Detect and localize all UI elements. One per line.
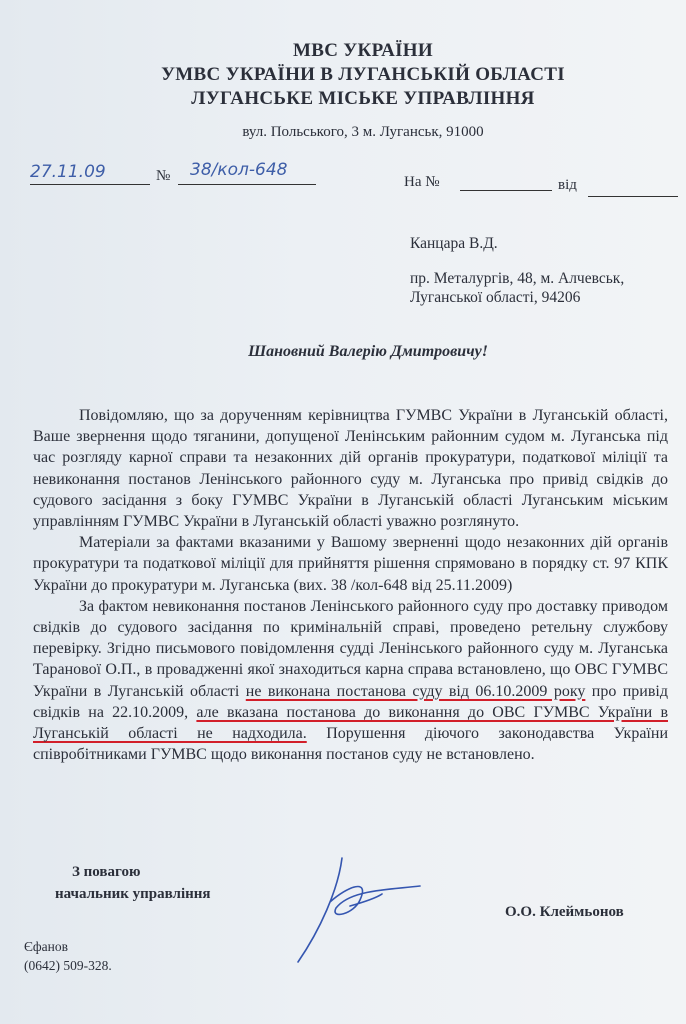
greeting: Шановний Валерію Дмитровичу! [248, 343, 488, 360]
number-label: № [156, 168, 171, 184]
body-paragraph-1: Повідомляю, що за дорученням керівництва ГУМВС України в Луганській області, Ваше звернення щодо тяганини, допущеної Ленінським районним судом м. Луганська під час розгляду карної справи та незаконних дій органів прокуратури, податкової міліції та невиконання постанов Ленінського районного суду м. Луганська про привід свідків до судового засідання з боку ГУМВС України в Луганській області Луганським міським управлінням ГУМВС України в Луганській області уважно розглянуто. [33, 407, 668, 531]
outgoing-number: 38/кол-648 [190, 160, 288, 180]
reply-date-line [588, 196, 678, 197]
date-underline [30, 184, 150, 185]
executor-phone: (0642) 509-328. [24, 958, 112, 973]
city-department-title: ЛУГАНСЬКЕ МІСЬКЕ УПРАВЛІННЯ [191, 88, 535, 109]
signer-position: начальник управління [55, 886, 211, 902]
recipient-address-line2: Луганської області, 94206 [410, 289, 581, 306]
number-underline [178, 184, 316, 185]
paragraph-3-middle: про привід свідків на 22.10.2009, [33, 682, 668, 721]
body-paragraph-3 [33, 596, 668, 766]
ministry-title: МВС УКРАЇНИ [293, 40, 433, 61]
executor-name: Єфанов [24, 939, 69, 954]
paragraph-3-end: Порушення діючого законодавства України співробітниками ГУМВС щодо виконання постанов суду не встановлено. [33, 725, 669, 764]
regional-department-title: УМВС УКРАЇНИ В ЛУГАНСЬКІЙ ОБЛАСТІ [161, 64, 565, 85]
underlined-statement-2: але вказана постанова до виконання до ОВС ГУМВС України в Луганській області не надходила. [33, 703, 668, 743]
reply-number-line [460, 190, 552, 191]
handwritten-signature [290, 850, 440, 970]
recipient-address-line1: пр. Металургів, 48, м. Алчевськ, [410, 270, 625, 287]
reply-from-label: від [558, 177, 577, 193]
outgoing-date: 27.11.09 [30, 162, 106, 182]
closing-phrase: З повагою [72, 864, 141, 880]
signer-name: О.О. Клеймьонов [505, 904, 624, 920]
body-paragraph-2: Матеріали за фактами вказаними у Вашому зверненні щодо незаконних дій органів прокуратури та податкової міліції для прийняття рішення спрямовано в порядку ст. 97 КПК України до прокуратури м. Луганська (вих. 38 /кол-648 від 25.11.2009) [33, 534, 668, 594]
reply-to-label: На № [404, 174, 440, 190]
paragraph-3-start: За фактом невиконання постанов Ленінського районного суду про доставку приводом свідків до судового засідання по кримінальній справі, проведено ретельну службову перевірку. Згідно письмового повідомлення судді Ленінського районного суду м. Луганська Таранової О.П., в провадженні якої знаходиться карна справа встановлено, що ОВС ГУМВС України в Луганській області [33, 597, 668, 700]
sender-address: вул. Польського, 3 м. Луганськ, 91000 [242, 124, 484, 140]
letter-body [33, 405, 668, 765]
underlined-statement-1: не виконана постанова суду від 06.10.2009 року [245, 682, 586, 700]
recipient-name: Канцара В.Д. [410, 235, 498, 252]
